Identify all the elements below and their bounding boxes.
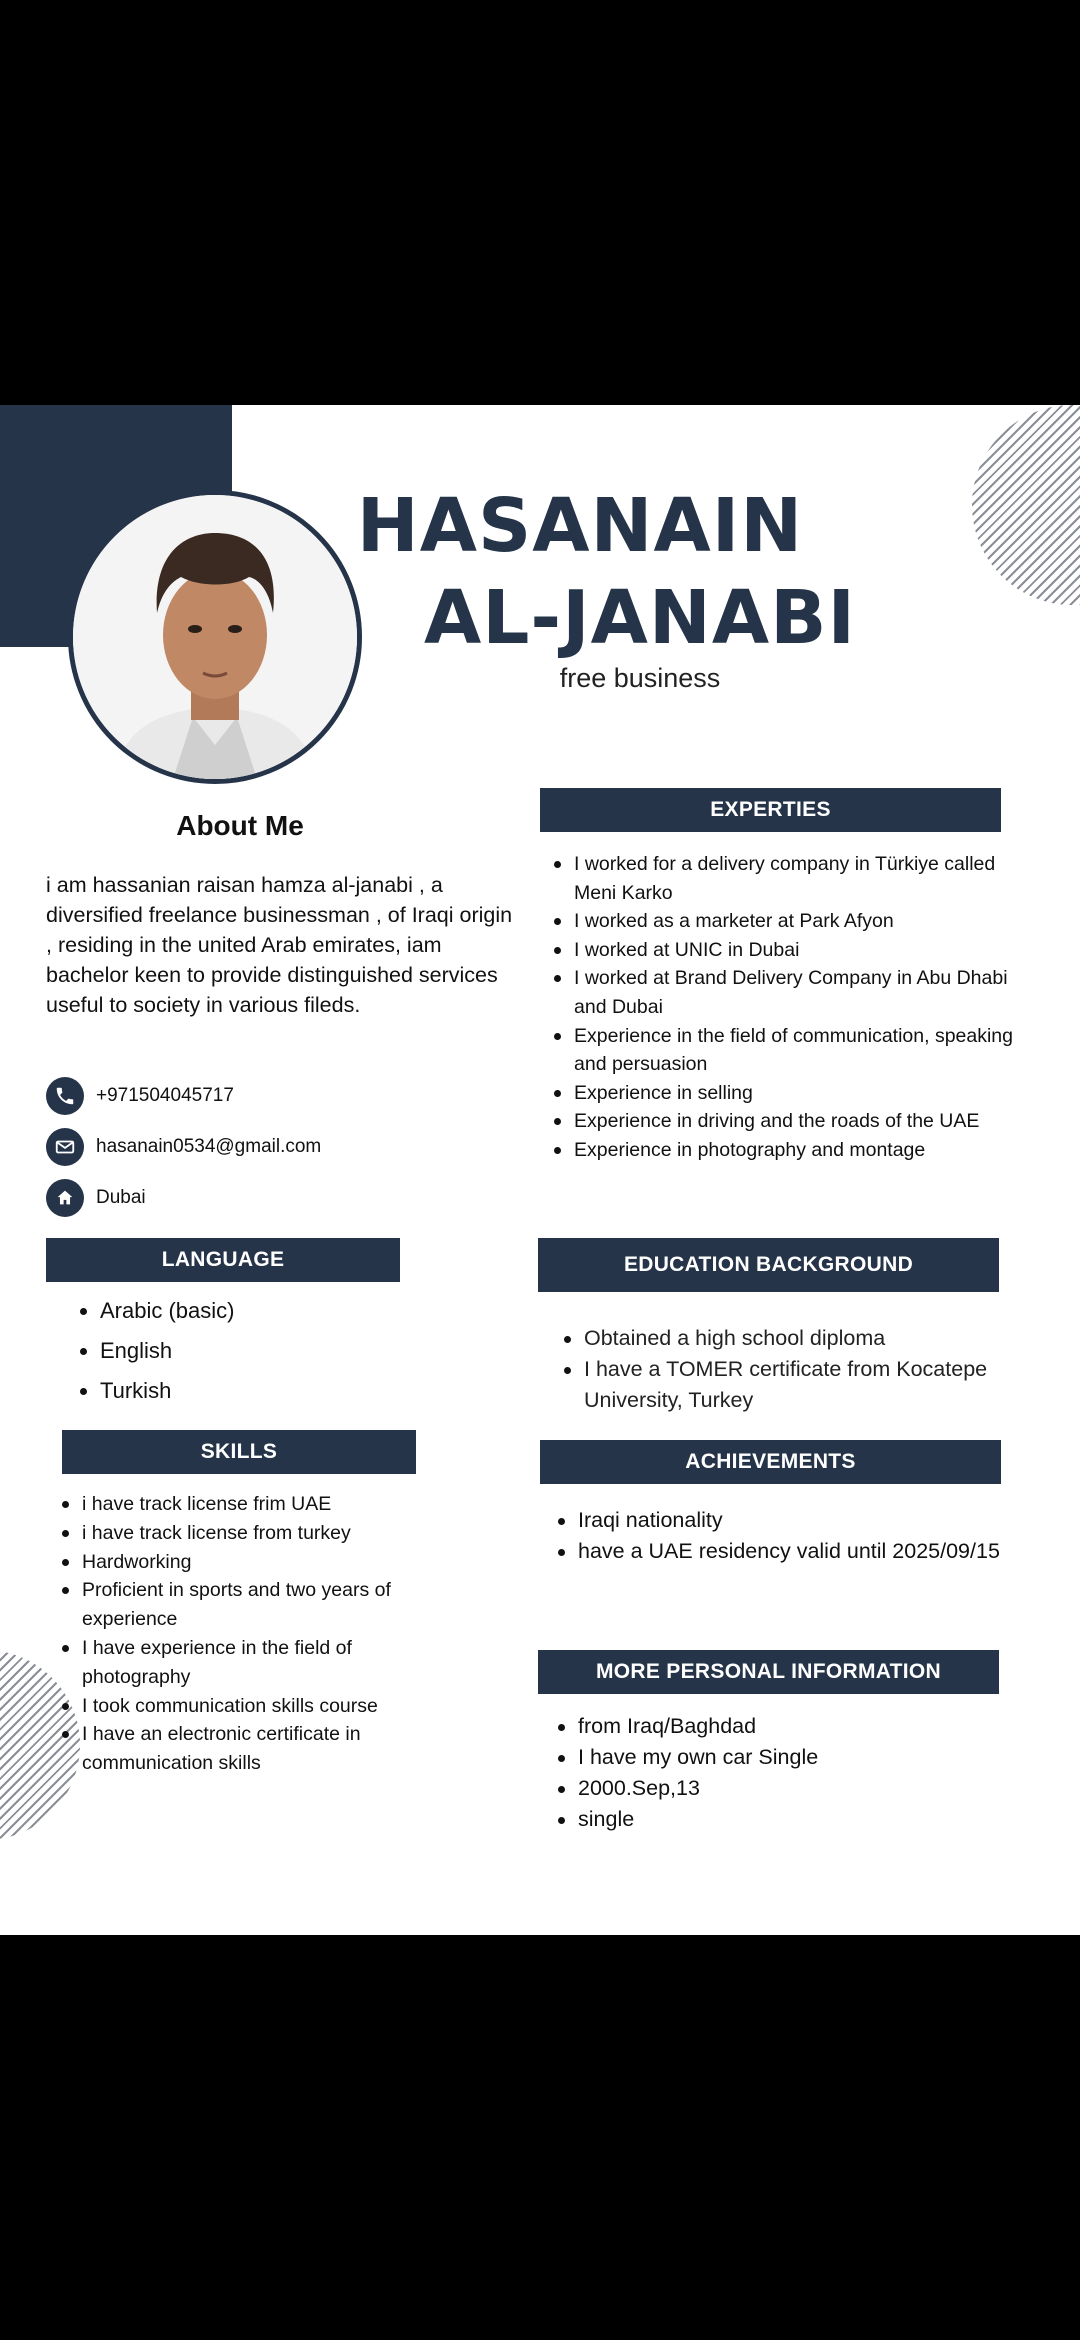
list-item: I took communication skills course xyxy=(58,1692,458,1721)
contact-email xyxy=(46,1128,321,1166)
name-line-2: AL-JANABI xyxy=(423,575,857,661)
list-item: Hardworking xyxy=(58,1548,458,1577)
list-item: English xyxy=(76,1331,376,1371)
experties-heading: EXPERTIES xyxy=(540,788,1001,832)
name-line-1: HASANAIN xyxy=(356,483,804,569)
list-item: Obtained a high school diploma xyxy=(560,1323,1020,1354)
email-address: hasanain0534@gmail.com xyxy=(96,1136,322,1157)
skills-heading: SKILLS xyxy=(62,1430,416,1474)
list-item: Experience in photography and montage xyxy=(550,1136,1030,1165)
phone-icon xyxy=(46,1077,84,1115)
contact-location xyxy=(46,1179,146,1217)
location-text: Dubai xyxy=(96,1187,146,1208)
personal-info-heading: MORE PERSONAL INFORMATION xyxy=(538,1650,999,1694)
list-item: i have track license frim UAE xyxy=(58,1490,458,1519)
experties-list xyxy=(550,850,1030,1165)
list-item: have a UAE residency valid until 2025/09/15 xyxy=(554,1536,1014,1567)
home-icon xyxy=(46,1179,84,1217)
list-item: I worked for a delivery company in Türkiye called Meni Karko xyxy=(550,850,1030,907)
list-item: i have track license from turkey xyxy=(58,1519,458,1548)
skills-list xyxy=(58,1490,458,1778)
about-me-heading: About Me xyxy=(176,810,304,841)
hatched-circle-decoration xyxy=(972,405,1080,605)
list-item: single xyxy=(554,1804,1014,1835)
list-item: Experience in selling xyxy=(550,1079,1030,1108)
list-item: I worked at Brand Delivery Company in Abu Dhabi and Dubai xyxy=(550,964,1030,1021)
achievements-heading: ACHIEVEMENTS xyxy=(540,1440,1001,1484)
list-item: I have a TOMER certificate from Kocatepe University, Turkey xyxy=(560,1354,1020,1416)
education-list xyxy=(560,1323,1020,1416)
phone-number: +971504045717 xyxy=(96,1085,234,1106)
language-list xyxy=(76,1291,376,1411)
list-item: Experience in driving and the roads of the UAE xyxy=(550,1107,1030,1136)
list-item: I have my own car Single xyxy=(554,1742,1014,1773)
list-item: Proficient in sports and two years of experience xyxy=(58,1576,458,1634)
list-item: 2000.Sep,13 xyxy=(554,1773,1014,1804)
achievements-list xyxy=(554,1505,1014,1567)
personal-info-list xyxy=(554,1711,1014,1835)
list-item: Experience in the field of communication, speaking and persuasion xyxy=(550,1022,1030,1079)
list-item: Turkish xyxy=(76,1371,376,1411)
list-item: I worked at UNIC in Dubai xyxy=(550,936,1030,965)
job-subtitle: free business xyxy=(559,663,721,693)
list-item: I have an electronic certificate in communication skills xyxy=(58,1720,458,1778)
contact-phone xyxy=(46,1077,234,1115)
list-item: Arabic (basic) xyxy=(76,1291,376,1331)
mail-icon xyxy=(46,1128,84,1166)
resume-page xyxy=(0,405,1080,1935)
list-item: I worked as a marketer at Park Afyon xyxy=(550,907,1030,936)
education-heading: EDUCATION BACKGROUND xyxy=(538,1238,999,1292)
list-item: Iraqi nationality xyxy=(554,1505,1014,1536)
list-item: I have experience in the field of photography xyxy=(58,1634,458,1692)
list-item: from Iraq/Baghdad xyxy=(554,1711,1014,1742)
language-heading: LANGUAGE xyxy=(46,1238,400,1282)
about-me-text: i am hassanian raisan hamza al-janabi , a diversified freelance businessman , of Iraqi origin , residing in the united Arab emirates, iam bachelor keen to provide distinguished services useful to society in various fileds. xyxy=(46,873,513,1017)
